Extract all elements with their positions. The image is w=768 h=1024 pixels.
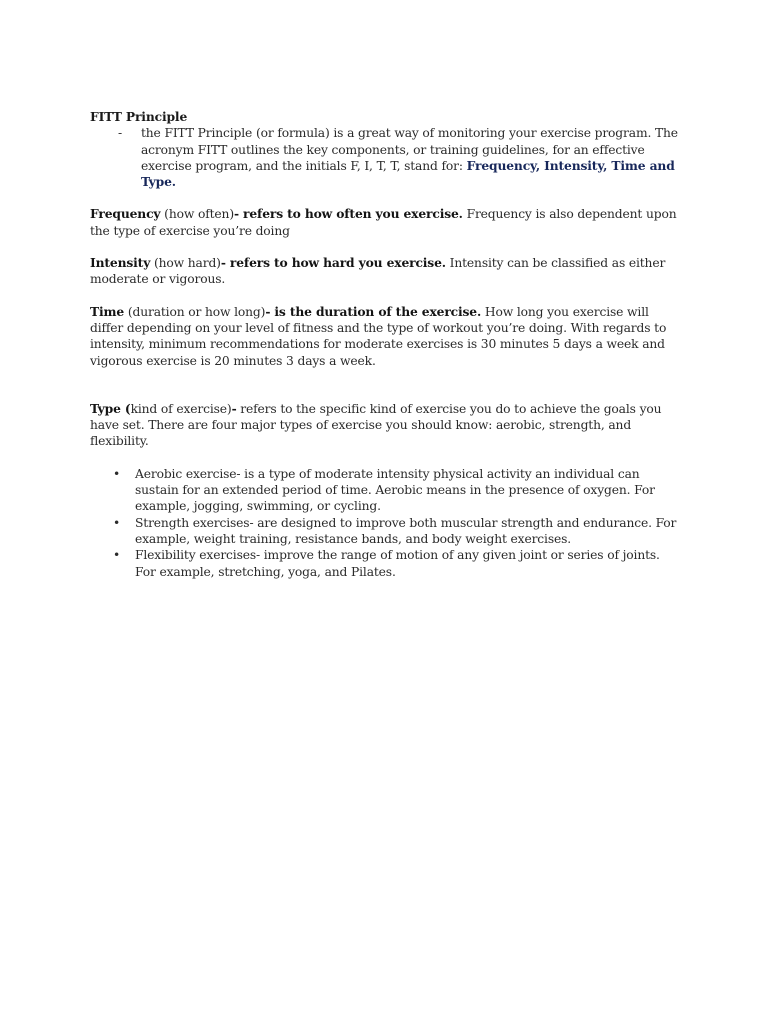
intro-list-item (90, 125, 682, 190)
bullet-icon: • (113, 548, 121, 563)
frequency-paragraph (90, 206, 682, 239)
frequency-detail: Frequency is also dependent upon the type of exercise you’re doing (90, 207, 677, 238)
list-item (90, 466, 682, 515)
exercise-types-list (90, 466, 682, 580)
type-detail: refers to the specific kind of exercise you do to achieve the goals you have set. There are four major types of exercise you should know: aerobic, strength, and flexibility. (90, 401, 662, 449)
list-item (90, 547, 682, 580)
type-term: Type ( (90, 400, 131, 416)
document-page (90, 109, 682, 580)
intensity-qualifier: (how hard) (150, 256, 221, 271)
intro-text: the FITT Principle (or formula) is a great way of monitoring your exercise program. The acronym FITT outlines the key components, or training guidelines, for an effective exercise program, and the initials F, I, T, T, stand for: (141, 126, 678, 173)
bullet-icon: • (113, 515, 121, 530)
type-definition: - (231, 400, 237, 416)
time-paragraph (90, 304, 682, 369)
type-paragraph (90, 401, 682, 450)
time-definition: - is the duration of the exercise. (265, 303, 482, 319)
intensity-term: Intensity (90, 255, 151, 271)
document-title: FITT Principle (90, 109, 188, 124)
type-qualifier: kind of exercise) (130, 401, 232, 416)
time-term: Time (90, 303, 125, 319)
list-item (90, 515, 682, 548)
list-item-text: Flexibility exercises- improve the range of motion of any given joint or series of joints. For example, stretching, yoga, and Pilates. (135, 548, 660, 579)
frequency-definition: - refers to how often you exercise. (233, 206, 463, 222)
intensity-definition: - refers to how hard you exercise. (220, 255, 446, 271)
dash-marker: - (118, 126, 123, 141)
intensity-paragraph (90, 255, 682, 288)
intro-list (90, 125, 682, 190)
list-item-text: Strength exercises- are designed to improve both muscular strength and endurance. For example, weight training, resistance bands, and body weight exercises. (135, 515, 677, 546)
list-item-text: Aerobic exercise- is a type of moderate intensity physical activity an individual can sustain for an extended period of time. Aerobic means in the presence of oxygen. For example, jogging, swimming, or cycling. (135, 466, 655, 514)
intensity-detail: Intensity can be classified as either moderate or vigorous. (90, 256, 666, 287)
frequency-qualifier: (how often) (160, 207, 234, 222)
frequency-term: Frequency (90, 206, 161, 222)
bullet-icon: • (113, 466, 121, 481)
time-qualifier: (duration or how long) (124, 304, 266, 319)
intro-emphasis: Frequency, Intensity, Time and Type. (141, 157, 675, 190)
time-detail: How long you exercise will differ depending on your level of fitness and the type of workout you’re doing. With regards to intensity, minimum recommendations for moderate exercises is 30 minutes 5 days a week and vigorous exercise is 20 minutes 3 days a week. (90, 304, 667, 368)
